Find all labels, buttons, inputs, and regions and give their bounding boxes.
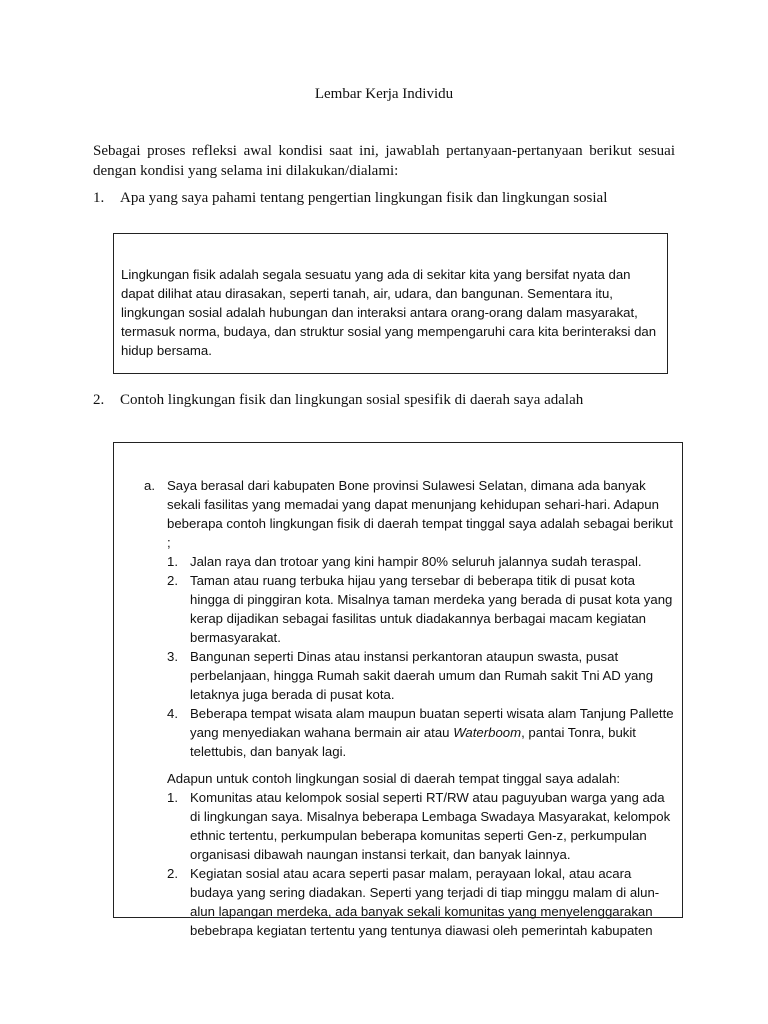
physical-environment-list bbox=[167, 552, 674, 761]
list-item-number: 2. bbox=[167, 573, 178, 588]
list-item-number: 2. bbox=[167, 866, 178, 881]
list-item bbox=[167, 864, 674, 940]
list-item bbox=[167, 552, 674, 571]
answer-1-text: Lingkungan fisik adalah segala sesuatu yang ada di sekitar kita yang bersifat nyata dan dapat dilihat atau dirasakan, seperti tanah, air, udara, dan bangunan. Sementara itu, lingkungan sosial adalah hubungan dan interaksi antara orang-orang dalam masyarakat, termasuk norma, budaya, dan struktur sosial yang mempengaruhi cara kita berinteraksi dan hidup bersama. bbox=[121, 267, 657, 358]
item-a-marker: a. bbox=[144, 478, 155, 493]
waterboom-italic: Waterboom bbox=[453, 725, 522, 740]
list-item-number: 3. bbox=[167, 649, 178, 664]
list-item-text: Komunitas atau kelompok sosial seperti RT/RW atau paguyuban warga yang ada di lingkungan saya. Misalnya beberapa Lembaga Swadaya Masyarakat, kelompok ethnic tertentu, perkumpulan beberapa komunitas seperti Gen-z, perkumpulan organisasi dibawah naungan instansi terkait, dan banyak lainnya. bbox=[190, 790, 671, 862]
social-intro-text: Adapun untuk contoh lingkungan sosial di daerah tempat tinggal saya adalah: bbox=[167, 771, 621, 786]
list-item bbox=[167, 571, 674, 647]
list-item-number: 1. bbox=[167, 554, 178, 569]
list-item-number: 1. bbox=[167, 790, 178, 805]
list-item bbox=[167, 788, 674, 864]
question-2-number: 2. bbox=[93, 392, 105, 408]
answer-box-2 bbox=[113, 442, 683, 938]
list-item-text bbox=[190, 706, 674, 759]
answer-box-1 bbox=[113, 233, 668, 374]
answer-2-item-a bbox=[144, 476, 674, 940]
question-1-number: 1. bbox=[93, 190, 105, 206]
list-item bbox=[167, 647, 674, 704]
social-environment-list bbox=[167, 788, 674, 940]
list-item-text: Jalan raya dan trotoar yang kini hampir 80% seluruh jalannya sudah teraspal. bbox=[190, 554, 642, 569]
list-item-number: 4. bbox=[167, 706, 178, 721]
list-item-text: Taman atau ruang terbuka hijau yang tersebar di beberapa titik di pusat kota hingga di pinggiran kota. Misalnya taman merdeka yang berada di pusat kota yang kerap dijadikan sebagai fasilitas untuk diadakannya berbagai macam kegiatan bermasyarakat. bbox=[190, 573, 673, 645]
list-item bbox=[167, 704, 674, 761]
question-1-text: Apa yang saya pahami tentang pengertian lingkungan fisik dan lingkungan sosial bbox=[120, 190, 608, 206]
page-title: Lembar Kerja Individu bbox=[314, 86, 454, 102]
list-item-text: Bangunan seperti Dinas atau instansi perkantoran ataupun swasta, pusat perbelanjaan, hingga Rumah sakit daerah umum dan Rumah sakit Tni AD yang letaknya juga berada di pusat kota. bbox=[190, 649, 654, 702]
physical-lead-text: Saya berasal dari kabupaten Bone provinsi Sulawesi Selatan, dimana ada banyak sekali fasilitas yang memadai yang dapat menunjang kehidupan sehari-hari. Adapun beberapa contoh lingkungan fisik di daerah tempat tinggal saya adalah sebagai berikut ; bbox=[167, 478, 673, 550]
list-item-text: Kegiatan sosial atau acara seperti pasar malam, perayaan lokal, atau acara budaya yang sering diadakan. Seperti yang terjadi di tiap minggu malam di alun-alun lapangan merdeka, ada banyak sekali komunitas yang menyelenggarakan bebebrapa kegiatan tertentu yang tentunya diawasi oleh pemerintah kabupaten bbox=[190, 866, 660, 938]
list-item-text-before: Beberapa tempat wisata alam maupun buatan seperti wisata alam Tanjung Pallette yang menyediakan wahana bermain air atau bbox=[190, 706, 674, 740]
question-2-text: Contoh lingkungan fisik dan lingkungan sosial spesifik di daerah saya adalah bbox=[120, 392, 584, 408]
list-item-text-after: , pantai Tonra, bukit telettubis, dan banyak lagi. bbox=[190, 725, 636, 759]
intro-paragraph: Sebagai proses refleksi awal kondisi saat ini, jawablah pertanyaan-pertanyaan berikut sesuai dengan kondisi yang selama ini dilakukan/dialami: bbox=[93, 143, 675, 179]
